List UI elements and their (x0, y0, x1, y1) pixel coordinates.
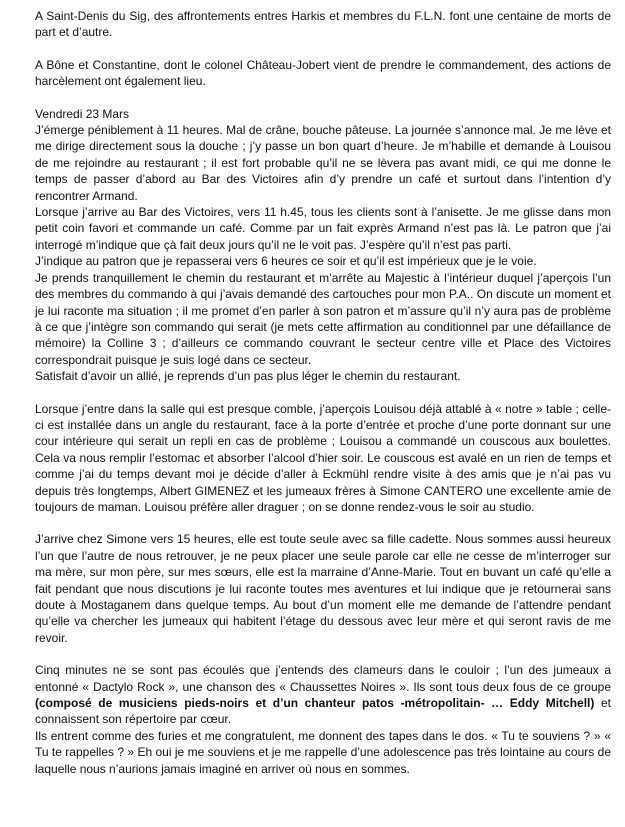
paragraph-10-bold: (composé de musiciens pieds-noirs et d’un chanteur patos -métropolitain- … Eddy Mitchell) (35, 696, 595, 711)
paragraph-5: J’indique au patron que je repasserai vers 6 heures ce soir et qu’il est impérieux que je le voie. (35, 254, 537, 269)
paragraph-gap (35, 385, 611, 401)
paragraph-10 (35, 662, 611, 728)
paragraph-7: Satisfait d’avoir un allié, je reprends d’un pas plus léger le chemin du restaurant. (35, 369, 461, 384)
date-heading: Vendredi 23 Mars (35, 106, 130, 121)
paragraph-gap (35, 41, 611, 57)
paragraph-gap (35, 515, 611, 531)
paragraph-11: Ils entrent comme des furies et me congratulent, me donnent des tapes dans le dos. « Tu te souviens ? » « Tu te rappelles ? » Eh oui je me souviens et je me rappelle d’une adolescence pas très lointaine au cours de laquelle nous n’aurions jamais imaginé en arriver où nous en sommes. (35, 728, 611, 776)
paragraph-gap (35, 90, 611, 106)
paragraph-10-text: Cinq minutes ne se sont pas écoulés que j’entends des clameurs dans le couloir ; l’un des jumeaux a entonné « Dactylo Rock », une chanson des « Chaussettes Noires ». Ils sont tous deux fous de ce groupe (35, 663, 611, 694)
paragraph-6: Je prends tranquillement le chemin du restaurant et m’arrête au Majestic à l’intérieur duquel j’aperçois l’un des membres du commando à qui j’avais demandé des cartouches pour mon P.A.. On discute un moment et je lui raconte ma situation ; il me promet d’en parler à son patron et m’assure qu’il n’y aura pas de problème à ce que j’intègre son commando qui serait (je mets cette affirmation au conditionnel par une défaillance de mémoire) la Colline 3 ; d’ailleurs ce commando couvrant le secteur centre ville et Place des Victoires correspondrait puisque je suis logé dans ce secteur. (35, 270, 611, 367)
paragraph-gap (35, 646, 611, 662)
paragraph-3: J’émerge péniblement à 11 heures. Mal de crâne, bouche pâteuse. La journée s’annonce mal. Je me lève et me dirige directement sous la douche ; j’y passe un bon quart d’heure. Je m’habille et demande à Louisou de me rejoindre au restaurant ; il est fort probable qu’il ne se lèvera pas avant midi, ce qui me donne le temps de passer d’abord au Bar des Victoires afin d’y prendre un café et surtout dans l’intention d’y rencontrer Armand. (35, 123, 611, 203)
paragraph-2: A Bône et Constantine, dont le colonel Château-Jobert vient de prendre le commandement, des actions de harcèlement ont également lieu. (35, 57, 611, 89)
paragraph-9: J’arrive chez Simone vers 15 heures, elle est toute seule avec sa fille cadette. Nous sommes aussi heureux l’un que l’autre de nous retrouver, je ne peux placer une seule parole car elle ne cesse de m’interroger sur ma mère, sur mon père, sur mes sœurs, elle est la marraine d’Anne-Marie. Tout en buvant un café qu’elle a fait pendant que nous discutions je lui raconte toutes mes aventures et lui indique que je retournerai sans doute à Mostaganem dans quelque temps. Au bout d’un moment elle me demande de l’attendre pendant qu’elle va chercher les jumeaux qui habitent l’étage du dessous avec leur mère et qui seront ravis de me revoir. (35, 532, 611, 645)
paragraph-10-tail: et connaissent son répertoire par cœur. (35, 696, 612, 727)
paragraph-1: A Saint-Denis du Sig, des affrontements entres Harkis et membres du F.L.N. font une centaine de morts de part et d’autre. (35, 9, 611, 40)
paragraph-8: Lorsque j’entre dans la salle qui est presque comble, j’aperçois Louisou déjà attablé à « notre » table ; celle-ci est installée dans un angle du restaurant, face à la porte d’entrée et proche d’une porte donnant sur une cour intérieure qui serait un repli en cas de problème ; Louisou a commandé un couscous aux boulettes. Cela va nous remplir l’estomac et absorber l’alcool d’hier soir. Le couscous est avalé en un rien de temps et comme j’ai du temps devant moi je décide d’aller à Eckmühl rendre visite à des amis que je n’ai pas vu depuis très longtemps, Albert GIMENEZ et les jumeaux frères à Simone CANTERO une excellente amie de toujours de maman. Louisou préfère aller draguer ; on se donne rendez-vous le soir au studio. (35, 401, 611, 514)
paragraph-4: Lorsque j’arrive au Bar des Victoires, vers 11 h.45, tous les clients sont à l’anisette. Je me glisse dans mon petit coin favori et commande un café. Comme par un fait exprès Armand n’est pas là. Le patron que j’ai interrogé m’indique que çà fait deux jours qu’il ne le voit pas. J’espère qu’il n’est pas parti. (35, 205, 611, 252)
